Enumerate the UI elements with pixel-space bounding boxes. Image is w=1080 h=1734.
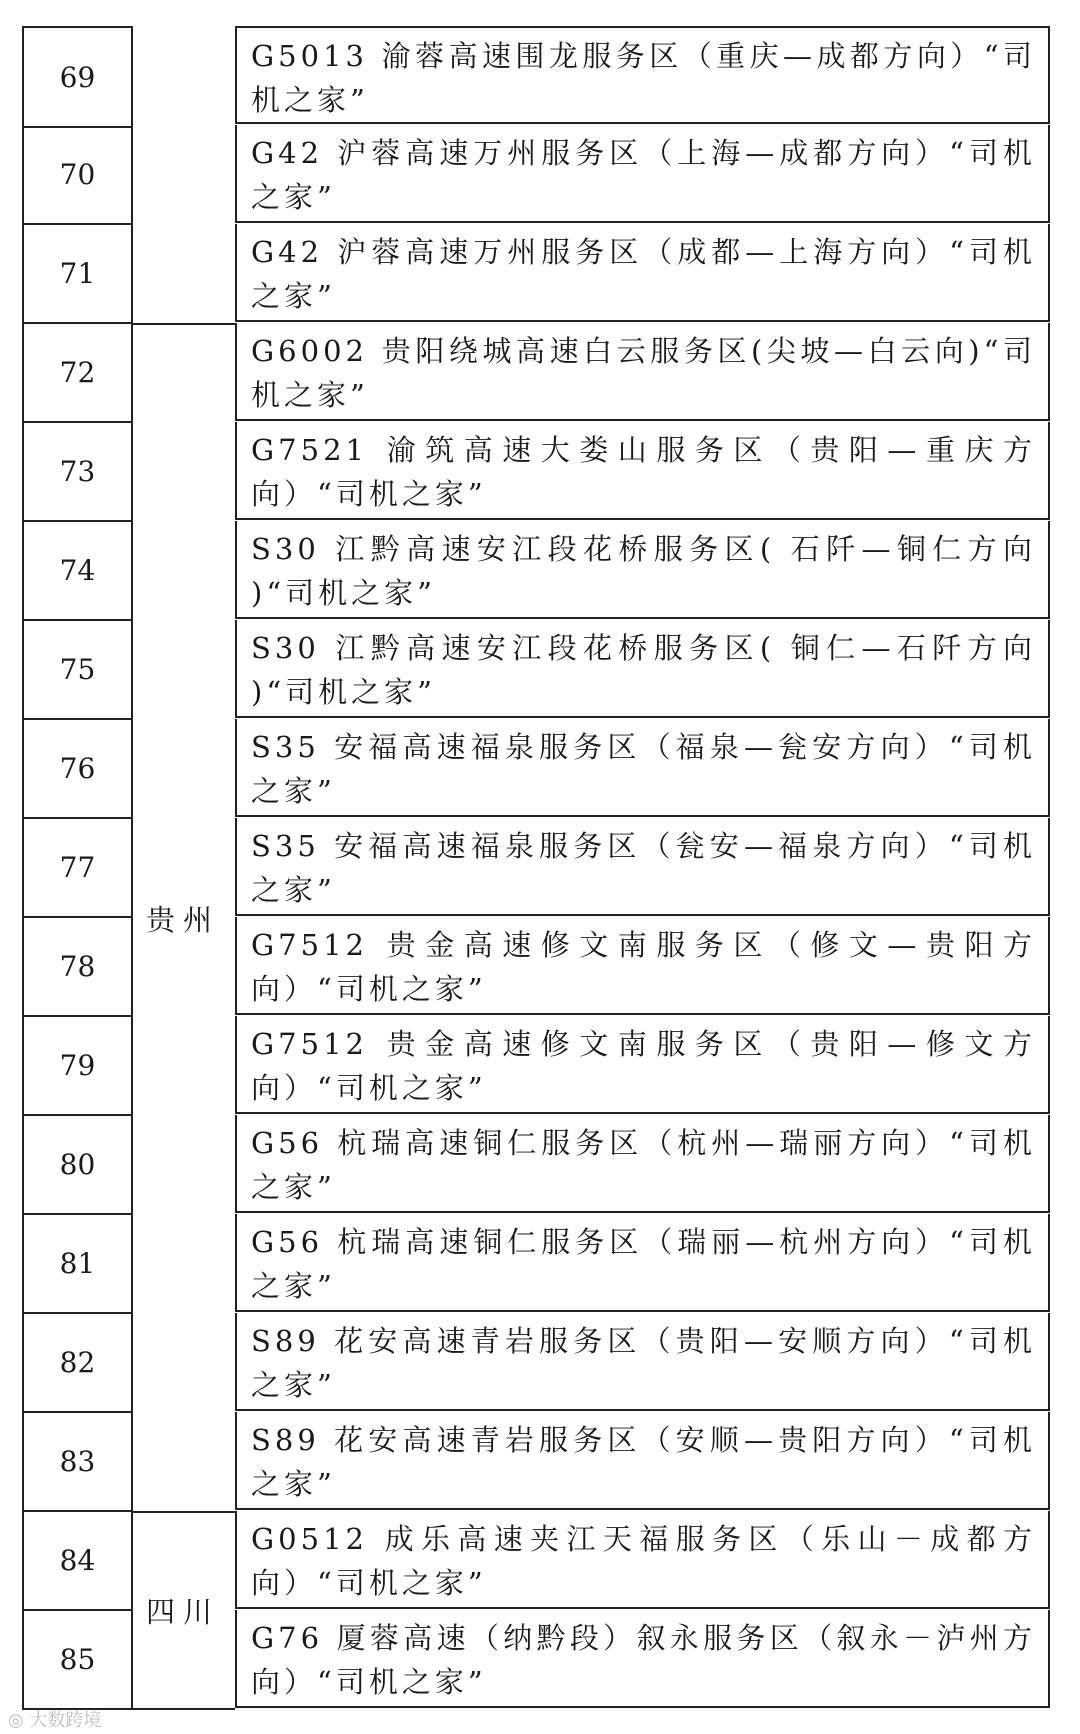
table-row [22, 224, 1056, 323]
province-label-guizhou: 贵州 [145, 902, 220, 937]
row-number: 74 [22, 521, 133, 621]
row-number: 71 [22, 224, 133, 324]
table-row [22, 125, 1056, 224]
row-number: 84 [22, 1511, 133, 1611]
table-row [22, 26, 1056, 125]
row-description: S89 花安高速青岩服务区（贵阳—安顺方向）“司机之家” [235, 1313, 1050, 1411]
row-description: G42 沪蓉高速万州服务区（成都—上海方向）“司机之家” [235, 224, 1050, 322]
row-description: G7512 贵金高速修文南服务区（修文—贵阳方向）“司机之家” [235, 917, 1050, 1015]
row-description: G6002 贵阳绕城高速白云服务区(尖坡—白云向)“司机之家” [235, 323, 1050, 421]
row-number: 85 [22, 1610, 133, 1710]
row-description: S35 安福高速福泉服务区（福泉—瓮安方向）“司机之家” [235, 719, 1050, 817]
province-label-sichuan: 四川 [145, 1595, 220, 1629]
row-description: S30 江黔高速安江段花桥服务区( 铜仁—石阡方向 )“司机之家” [235, 620, 1050, 718]
row-description: G0512 成乐高速夹江天福服务区（乐山－成都方向）“司机之家” [235, 1511, 1050, 1609]
row-number: 83 [22, 1412, 133, 1512]
service-area-table [22, 26, 1056, 1699]
province-divider [131, 1708, 235, 1710]
row-description: G56 杭瑞高速铜仁服务区（杭州—瑞丽方向）“司机之家” [235, 1115, 1050, 1213]
row-number: 73 [22, 422, 133, 522]
row-number: 80 [22, 1115, 133, 1215]
row-number: 70 [22, 125, 133, 225]
row-description: G5013 渝蓉高速围龙服务区（重庆—成都方向）“司机之家” [235, 26, 1050, 124]
row-number: 69 [22, 26, 133, 128]
row-number: 82 [22, 1313, 133, 1413]
row-description: S89 花安高速青岩服务区（安顺—贵阳方向）“司机之家” [235, 1412, 1050, 1510]
row-number: 81 [22, 1214, 133, 1314]
row-number: 77 [22, 818, 133, 918]
row-description: G76 厦蓉高速（纳黔段）叙永服务区（叙永－泸州方向）“司机之家” [235, 1610, 1050, 1708]
row-description: G56 杭瑞高速铜仁服务区（瑞丽—杭州方向）“司机之家” [235, 1214, 1050, 1312]
row-description: G42 沪蓉高速万州服务区（上海—成都方向）“司机之家” [235, 125, 1050, 223]
row-number: 79 [22, 1016, 133, 1116]
row-number: 78 [22, 917, 133, 1017]
row-description: G7521 渝筑高速大娄山服务区（贵阳—重庆方向）“司机之家” [235, 422, 1050, 520]
row-description: S35 安福高速福泉服务区（瓮安—福泉方向）“司机之家” [235, 818, 1050, 916]
row-description: S30 江黔高速安江段花桥服务区( 石阡—铜仁方向 )“司机之家” [235, 521, 1050, 619]
row-number: 76 [22, 719, 133, 819]
row-number: 75 [22, 620, 133, 720]
row-number: 72 [22, 323, 133, 423]
watermark-text: 大数跨境 [29, 1710, 102, 1731]
row-description: G7512 贵金高速修文南服务区（贵阳—修文方向）“司机之家” [235, 1016, 1050, 1114]
watermark: ◎ 大数跨境 [8, 1710, 102, 1731]
